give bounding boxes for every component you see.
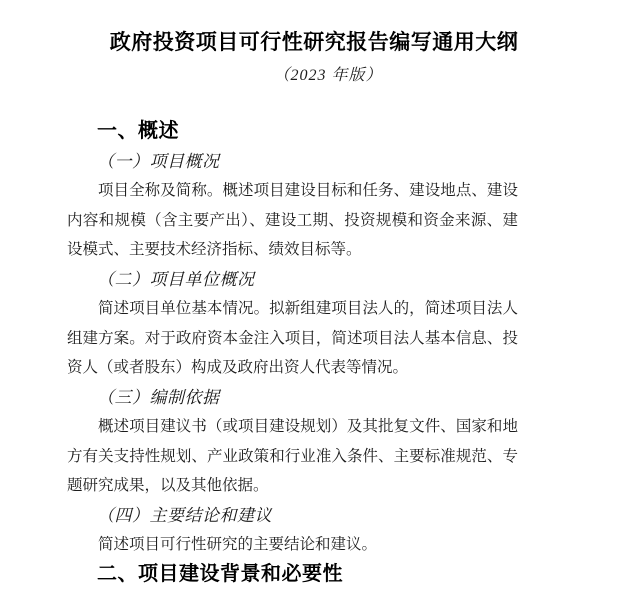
paragraph-line: 方有关支持性规划、产业政策和行业准入条件、主要标准规范、专 — [67, 447, 518, 465]
paragraph-line: 内容和规模（含主要产出）、建设工期、投资规模和资金来源、建 — [67, 211, 518, 229]
document-body — [0, 117, 628, 589]
paragraph-line: 组建方案。对于政府资本金注入项目，简述项目法人基本信息、投 — [67, 329, 518, 347]
subsection-heading: （三）编制依据 — [97, 387, 220, 407]
section-heading: 二、项目建设背景和必要性 — [97, 562, 343, 585]
paragraph-line: 简述项目单位基本情况。拟新组建项目法人的，简述项目法人 — [98, 300, 518, 317]
document-title: 政府投资项目可行性研究报告编写通用大纲 — [109, 30, 519, 54]
subsection-heading: （二）项目单位概况 — [97, 269, 255, 289]
section-heading: 一、概述 — [97, 120, 179, 142]
paragraph-line: 资人（或者股东）构成及政府出资人代表等情况。 — [67, 359, 409, 376]
subsection-heading: （四）主要结论和建议 — [97, 505, 272, 525]
paragraph-line: 简述项目可行性研究的主要结论和建议。 — [98, 536, 378, 553]
paragraph-line: 设模式、主要技术经济指标、绩效目标等。 — [67, 241, 362, 258]
paragraph-line: 题研究成果，以及其他依据。 — [67, 477, 269, 494]
subsection-heading: （一）项目概况 — [97, 151, 220, 171]
paragraph-line: 项目全称及简称。概述项目建设目标和任务、建设地点、建设 — [98, 182, 518, 199]
document-subtitle: （2023 年版） — [273, 67, 383, 84]
paragraph-line: 概述项目建议书（或项目建设规划）及其批复文件、国家和地 — [98, 418, 518, 435]
